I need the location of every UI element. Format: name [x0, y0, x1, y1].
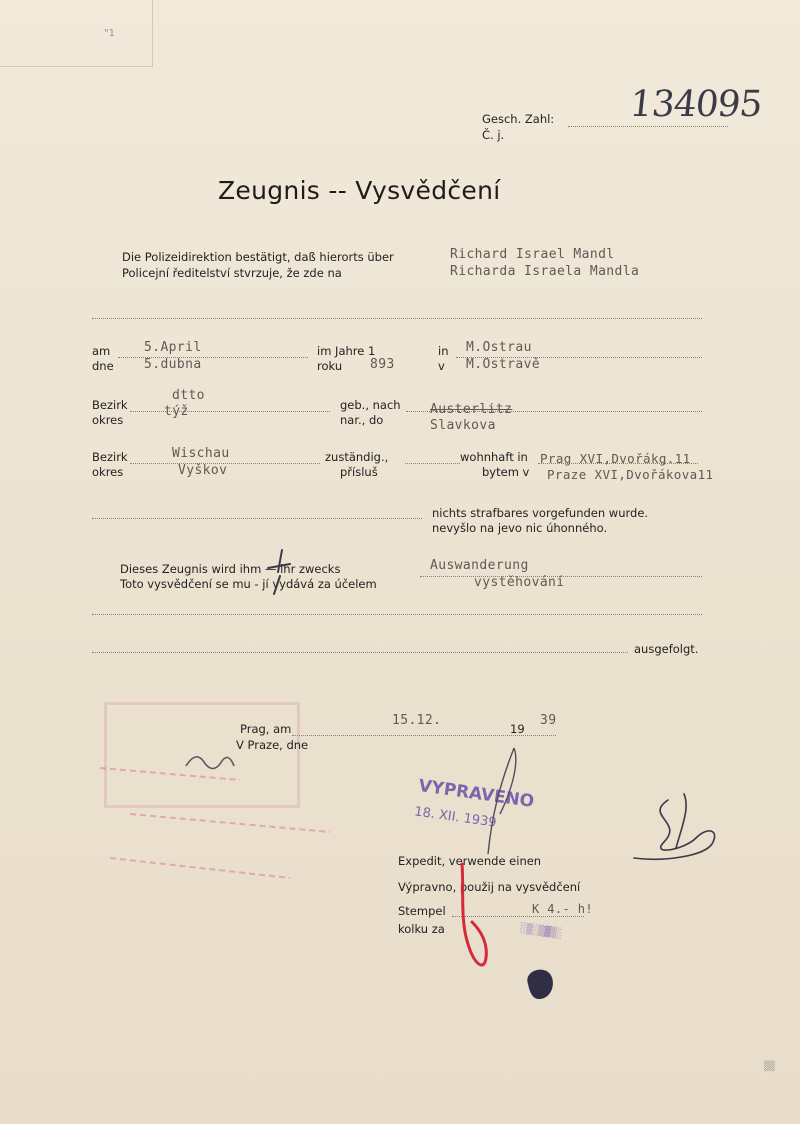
birth-date-de: 5.April [144, 340, 202, 355]
ink-blot [520, 964, 560, 1004]
home-place-cz: Slavkova [430, 418, 496, 433]
birth-year: 893 [370, 357, 395, 372]
address-de: Prag XVI,Dvořákg.11 [540, 451, 691, 466]
person-name-de: Richard Israel Mandl [450, 247, 615, 262]
label-dne: dne [92, 359, 114, 373]
stamp-fee-amount: K 4.- h! [532, 902, 593, 916]
purpose-text-de: Dieses Zeugnis wird ihm — ihr zwecks [120, 562, 341, 576]
label-okres: okres [92, 413, 124, 427]
home-district-cz: týž [164, 404, 189, 419]
label-zustandig: zuständig., [325, 450, 389, 464]
faded-stamp-marks [90, 740, 350, 900]
label-v-praze-dne: V Praze, dne [236, 738, 309, 752]
person-name-cz: Richarda Israela Mandla [450, 264, 640, 279]
divider-line [92, 318, 702, 319]
label-bytem: bytem v [482, 465, 530, 479]
birth-place-cz: M.Ostravě [466, 357, 541, 372]
label-im-jahre: im Jahre 1 [317, 344, 376, 358]
label-geb-nach: geb., nach [340, 398, 401, 412]
handwritten-reference-number: 134095 [627, 84, 764, 125]
result-line [92, 518, 422, 519]
intro-text-de: Die Polizeidirektion bestätigt, daß hierorts über [122, 250, 394, 264]
residence-district-de: Wischau [172, 446, 230, 461]
label-prag-am: Prag, am [240, 722, 292, 736]
result-text-cz: nevyšlo na jevo nic úhonného. [432, 521, 608, 535]
residence-short-line [405, 463, 460, 464]
purpose-value-de: Auswanderung [430, 558, 529, 573]
dispatch-stamp-date: 18. XII. 1939 [413, 804, 498, 831]
cj-label: Č. j. [482, 128, 505, 142]
handwritten-strike-mark [260, 546, 300, 602]
expedit-text-cz: Výpravno, použij na vysvědčení [398, 880, 581, 894]
corner-stamp-mark: ▒▒ [764, 1062, 775, 1072]
expedit-text-de: Expedit, verwende einen [398, 854, 542, 868]
dispatch-stamp-title: VYPRAVENO [417, 775, 536, 813]
label-v: v [438, 359, 445, 373]
red-string [450, 860, 500, 980]
purpose-divider-2 [92, 652, 628, 653]
faded-fee-stamp: ░▒░▒▓▒░ [519, 923, 563, 940]
label-in: in [438, 344, 449, 358]
intro-text-cz: Policejní ředitelství stvrzuje, že zde na [122, 266, 342, 280]
year-prefix: 19 [510, 722, 525, 736]
corner-mark: "1 [104, 28, 115, 39]
home-place-de: Austerlitz [430, 402, 513, 417]
label-bezirk-2: Bezirk [92, 450, 128, 464]
birth-date-cz: 5.dubna [144, 357, 202, 372]
label-am: am [92, 344, 111, 358]
label-kolku-za: kolku za [398, 922, 445, 936]
address-cz: Praze XVI,Dvořákova11 [547, 467, 714, 482]
label-bezirk: Bezirk [92, 398, 128, 412]
label-stempel: Stempel [398, 904, 446, 918]
label-roku: roku [317, 359, 343, 373]
purpose-value-cz: vystěhování [474, 575, 565, 590]
gesch-zahl-label: Gesch. Zahl: [482, 112, 555, 126]
label-okres-2: okres [92, 465, 124, 479]
birth-place-de: M.Ostrau [466, 340, 532, 355]
purpose-divider-1 [92, 614, 702, 615]
number-line [568, 126, 728, 127]
residence-district-cz: Vyškov [178, 463, 228, 478]
district-line [130, 411, 330, 412]
page-title: Zeugnis -- Vysvědčení [218, 176, 501, 205]
issue-date: 15.12. [392, 713, 442, 728]
result-text-de: nichts strafbares vorgefunden wurde. [432, 506, 649, 520]
purpose-text-cz: Toto vysvědčení se mu - jí vydává za účelem [120, 577, 377, 591]
ausgefolgt-label: ausgefolgt. [634, 642, 699, 656]
label-prislus: přísluš [340, 465, 378, 479]
label-wohnhaft: wohnhaft in [460, 450, 528, 464]
official-signature [624, 786, 734, 876]
home-district-de: dtto [172, 388, 205, 403]
year-suffix: 39 [540, 713, 557, 728]
label-nar-do: nar., do [340, 413, 384, 427]
handwritten-flourish [470, 744, 530, 864]
